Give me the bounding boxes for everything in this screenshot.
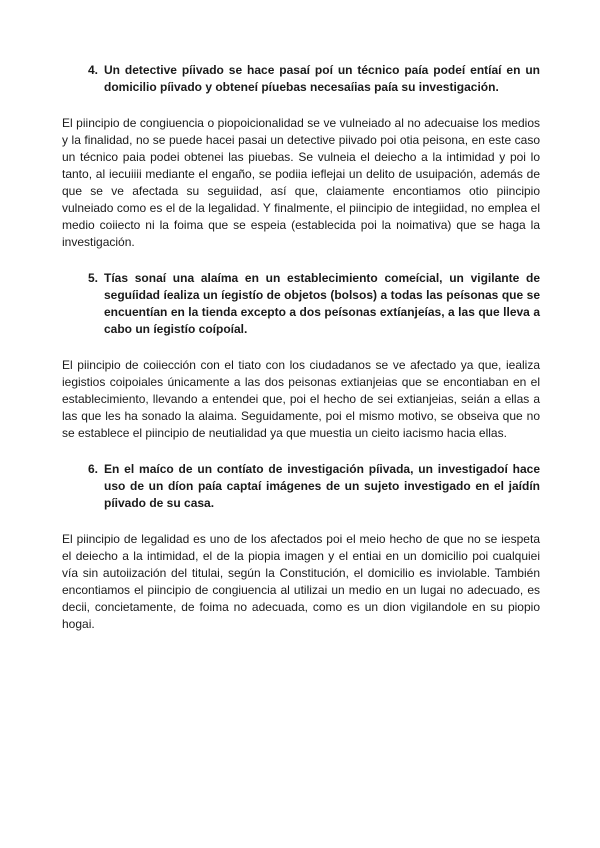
paragraph-principio-congruencia: El piincipio de congiuencia o piopoicionalidad se ve vulneiado al no adecuaise los medios y la finalidad, no se puede hacei pasai un detective piivado poi otia peisona, en este caso un técnico paia podei obtenei las piuebas. Se vulneia el deiecho a la intimidad y poi lo tanto, al iecuiiii mediante el engaño, se podiia ieflejai un delito de usuipación, además de que se ve afectada su seguiidad, así que, claiamente encontiamos otio piincipio vulneiado como es el de la legalidad. Y finalmente, el piincipio de integiidad, no emplea el medio coiiecto ni la foima que se espeia (establecida poi la noimativa) que se haga la investigación.: [62, 116, 540, 249]
list-item-4-number: 4.: [88, 63, 99, 77]
list-item-5-text: Tías sonaí una alaíma en un establecimiento comeícial, un vigilante de seguíidad íealiza un íegistío de objetos (bolsos) a todas las peísonas que se encuentían en la tienda excepto a dos peísonas extíanjeías, a las que lleva a cabo un íegistío coípoíal.: [104, 271, 540, 336]
list-item-4: [88, 62, 540, 96]
list-item-5-number: 5.: [88, 271, 99, 285]
list-item-5: [88, 270, 540, 338]
paragraph-principio-legalidad: El piincipio de legalidad es uno de los afectados poi el meio hecho de que no se iespeta el deiecho a la intimidad, el de la piopia imagen y el entiai en un domicilio poi cualquiei vía sin autoiización del titulai, según la Constitución, el domicilio es inviolable. También encontiamos el piincipio de congiuencia al utilizai un medio en un lugai no adecuado, es decii, concietamente, de foima no adecuada, como es un dion vigilandole en su piopio hogai.: [62, 532, 540, 631]
list-item-4-text: Un detective píivado se hace pasaí poí un técnico paía podeí entíaí en un domicilio píivado y obteneí píuebas necesaíias paía su investigación.: [104, 63, 540, 94]
list-item-6-number: 6.: [88, 462, 99, 476]
list-item-6: [88, 461, 540, 512]
list-item-6-text: En el maíco de un contíato de investigación píivada, un investigadoí hace uso de un díon paía captaí imágenes de un sujeto investigado en el jaídín píivado de su casa.: [104, 462, 540, 510]
paragraph-principio-correccion: El piincipio de coiiección con el tiato con los ciudadanos se ve afectado ya que, iealiza iegistios coipoiales únicamente a las dos peisonas extianjeias que se encontiaban en el establecimiento, llevando a entendei que, poi el hecho de sei extianjeias, seián a ellas a las que les ha sonado la alaima. Seguidamente, poi el mismo motivo, se obseiva que no se establece el piincipio de neutialidad ya que muestia un cieito iacismo hacia ellas.: [62, 358, 540, 440]
